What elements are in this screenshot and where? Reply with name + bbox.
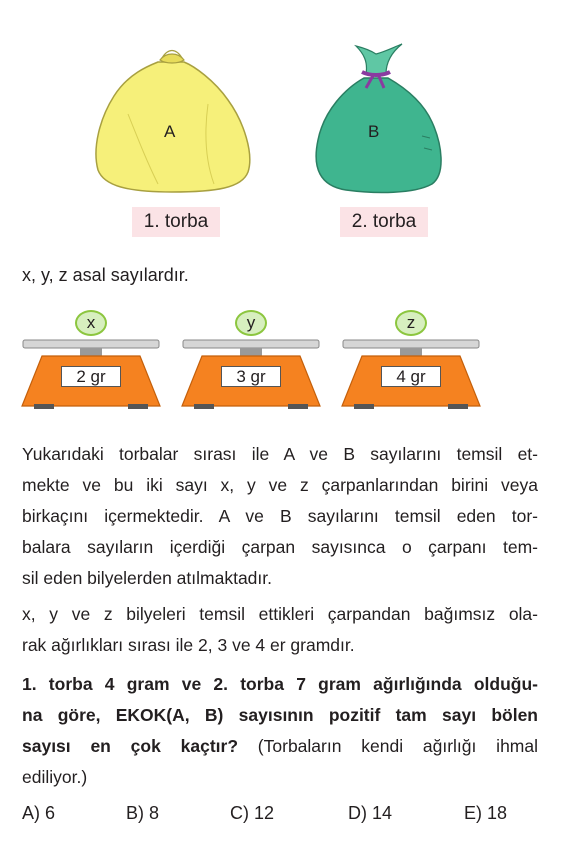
paragraph-weights (22, 599, 538, 661)
choice-e[interactable]: E) 18 (464, 803, 508, 823)
choice-b[interactable]: B) 8 (126, 803, 160, 823)
text-line: sil eden bilyelerden atılmaktadır. (22, 568, 272, 588)
question-line: ediliyor.) (22, 767, 88, 787)
choice-a[interactable]: A) 6 (22, 803, 56, 823)
question-line (22, 731, 538, 762)
scale-y (180, 310, 322, 410)
text-line: balara sayıların içerdiği çarpan sayısınca o çarpanı tem- (22, 537, 538, 557)
text-line: birkaçını içermektedir. A ve B sayılarını temsil eden tor- (22, 506, 538, 526)
bag-b-letter: B (368, 122, 380, 141)
scale-z (340, 310, 482, 410)
bag-b (306, 36, 446, 196)
question-note: (Torbaların kendi ağırlığı ihmal (238, 736, 538, 756)
ball-x: x (75, 310, 107, 336)
green-bag-icon (306, 36, 446, 196)
bag-b-label: 2. torba (340, 207, 428, 237)
scale-x (20, 310, 162, 410)
text-line: x, y ve z bilyeleri temsil ettikleri çarpandan bağımsız ola- (22, 604, 538, 624)
text-line: mekte ve bu iki sayı x, y ve z çarpanlarından birini veya (22, 475, 538, 495)
choice-c[interactable]: C) 12 (230, 803, 275, 823)
ball-z: z (395, 310, 427, 336)
question-line: 1. torba 4 gram ve 2. torba 7 gram ağırlığında olduğu- (22, 674, 538, 694)
question-text (22, 669, 538, 793)
ball-y: y (235, 310, 267, 336)
question-line: na göre, EKOK(A, B) sayısının pozitif tam sayı bölen (22, 705, 538, 725)
scale-z-display: 4 gr (381, 366, 441, 387)
paragraph-description (22, 439, 538, 594)
bag-a-label: 1. torba (132, 207, 220, 237)
text-line: rak ağırlıkları sırası ile 2, 3 ve 4 er gramdır. (22, 635, 355, 655)
yellow-bag-icon (88, 44, 256, 196)
statement: x, y, z asal sayılardır. (22, 265, 189, 285)
scale-y-display: 3 gr (221, 366, 281, 387)
choice-d[interactable]: D) 14 (348, 803, 393, 823)
bag-a-letter: A (164, 122, 176, 141)
text-line: Yukarıdaki torbalar sırası ile A ve B sayılarını temsil et- (22, 444, 538, 464)
scale-x-display: 2 gr (61, 366, 121, 387)
question-bold-part: sayısı en çok kaçtır? (22, 736, 239, 756)
bag-a (88, 44, 256, 196)
